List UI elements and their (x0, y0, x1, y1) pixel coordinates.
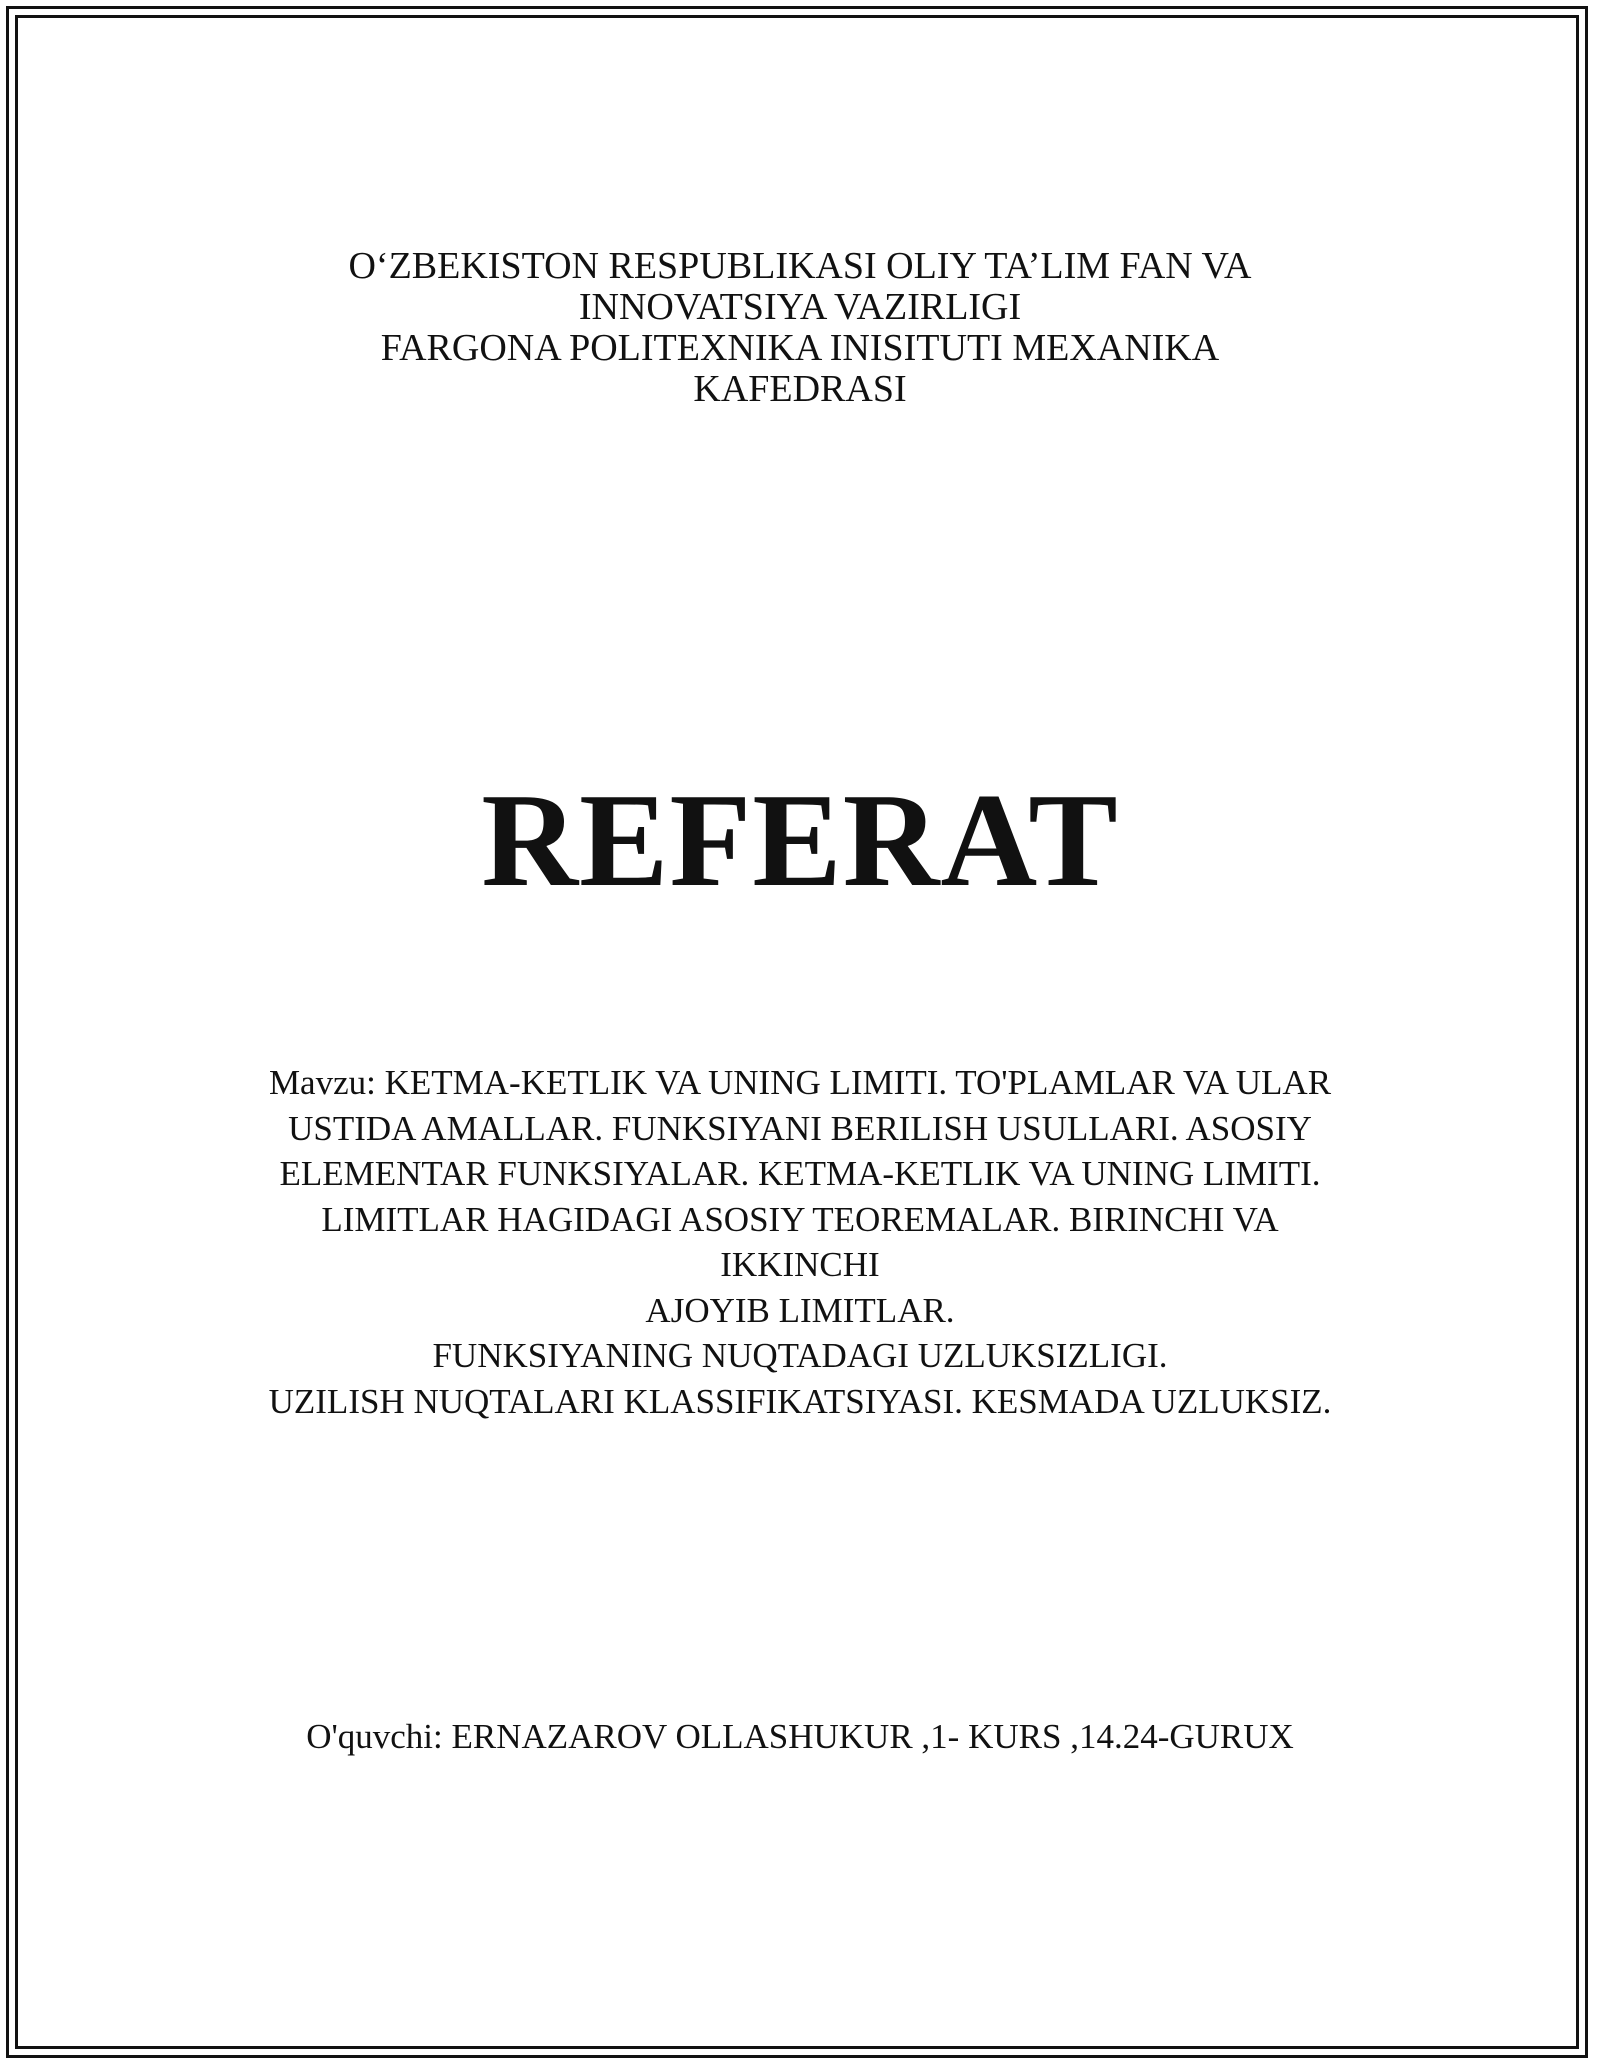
student-info: O'quvchi: ERNAZAROV OLLASHUKUR ,1- KURS ,14.24-GURUX (306, 1717, 1294, 1756)
topic-line: Mavzu: KETMA-KETLIK VA UNING LIMITI. TO'PLAMLAR VA ULAR (268, 1063, 1332, 1102)
ministry-header (0, 246, 1600, 410)
topic-line: USTIDA AMALLAR. FUNKSIYANI BERILISH USULLARI. ASOSIY (288, 1108, 1312, 1148)
topic-line: IKKINCHI (720, 1245, 880, 1284)
header-line: FARGONA POLITEXNIKA INISITUTI MEXANIKA (380, 327, 1220, 369)
header-line: KAFEDRASI (693, 368, 907, 410)
topic-line: AJOYIB LIMITLAR. (645, 1290, 955, 1330)
header-line: O‘ZBEKISTON RESPUBLIKASI OLIY TA’LIM FAN VA (348, 245, 1252, 287)
topic-line: LIMITLAR HAGIDAGI ASOSIY TEOREMALAR. BIRINCHI VA (321, 1199, 1279, 1239)
topic-line: ELEMENTAR FUNKSIYALAR. KETMA-KETLIK VA UNING LIMITI. (279, 1154, 1321, 1193)
topic-line: FUNKSIYANING NUQTADAGI UZLUKSIZLIGI. (432, 1336, 1168, 1375)
topic-line: UZILISH NUQTALARI KLASSIFIKATSIYASI. KESMADA UZLUKSIZ. (268, 1381, 1332, 1421)
document-title: REFERAT (481, 766, 1119, 914)
header-line: INNOVATSIYA VAZIRLIGI (578, 286, 1022, 328)
topic-section (0, 1060, 1600, 1424)
